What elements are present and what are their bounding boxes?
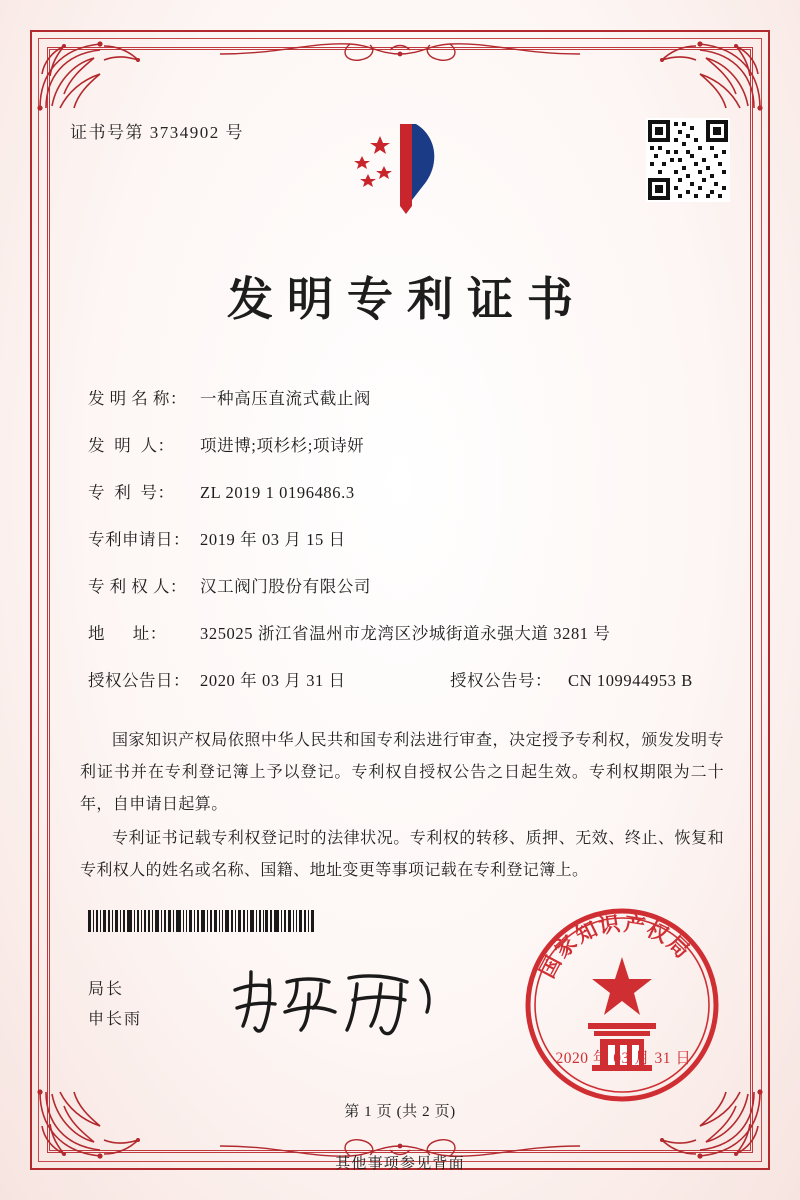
cnipa-emblem-icon bbox=[340, 110, 460, 220]
field-label: 发 明 人： bbox=[88, 436, 175, 455]
field-value: 325025 浙江省温州市龙湾区沙城街道永强大道 3281 号 bbox=[200, 624, 611, 643]
director-signature-icon bbox=[225, 960, 440, 1040]
field-row-application-date bbox=[70, 526, 730, 550]
field-value: 2020 年 03 月 31 日 bbox=[200, 671, 346, 690]
field-row-invention-name bbox=[70, 385, 730, 409]
field-row-grant-announcement bbox=[70, 667, 730, 691]
national-ip-administration-seal-icon bbox=[522, 905, 722, 1105]
legal-text bbox=[70, 725, 730, 887]
field-value-secondary: CN 109944953 B bbox=[568, 671, 693, 690]
svg-text:家: 家 bbox=[549, 930, 582, 963]
field-row-address bbox=[70, 620, 730, 644]
field-label: 专利申请日： bbox=[88, 530, 190, 549]
page-number: 第 1 页 (共 2 页) bbox=[344, 1104, 456, 1120]
footer-note: 其他事项参见背面 bbox=[335, 1156, 465, 1172]
director-name: 申长雨 bbox=[88, 1010, 143, 1028]
legal-paragraph: 专利证书记载专利权登记时的法律状况。专利权的转移、质押、无效、终止、恢复和专利权人的姓名或名称、国籍、地址变更等事项记载在专利登记簿上。 bbox=[80, 830, 724, 879]
certificate-content bbox=[70, 90, 730, 889]
patent-fields bbox=[70, 385, 730, 691]
director-title: 局长 bbox=[88, 981, 125, 998]
svg-text:产: 产 bbox=[622, 910, 648, 939]
field-label: 地 址： bbox=[88, 624, 167, 643]
field-row-patentee bbox=[70, 573, 730, 597]
page-title: 发明专利证书 bbox=[227, 272, 587, 326]
field-row-inventors bbox=[70, 432, 730, 456]
barcode bbox=[88, 910, 316, 932]
svg-text:识: 识 bbox=[596, 910, 622, 939]
svg-text:知: 知 bbox=[571, 915, 602, 948]
certificate-number: 证书号第 3734902 号 bbox=[70, 123, 244, 142]
field-label: 授权公告日： bbox=[88, 671, 190, 690]
field-value: 一种高压直流式截止阀 bbox=[200, 389, 371, 408]
field-label: 专 利 权 人： bbox=[88, 577, 187, 596]
field-label: 专 利 号： bbox=[88, 483, 175, 502]
field-value: 项进博;项杉杉;项诗妍 bbox=[200, 436, 365, 455]
field-value: ZL 2019 1 0196486.3 bbox=[200, 483, 355, 502]
field-label-secondary: 授权公告号： bbox=[450, 671, 552, 690]
field-row-patent-number bbox=[70, 479, 730, 503]
field-label: 发 明 名 称： bbox=[88, 389, 187, 408]
qr-code-icon bbox=[646, 118, 730, 202]
field-value: 2019 年 03 月 15 日 bbox=[200, 530, 346, 549]
edge-flourish-icon bbox=[220, 36, 580, 72]
svg-text:局: 局 bbox=[662, 930, 695, 963]
svg-text:国: 国 bbox=[534, 951, 567, 982]
field-value: 汉工阀门股份有限公司 bbox=[200, 577, 371, 596]
svg-text:权: 权 bbox=[642, 915, 673, 948]
seal-date: 2020 年 03 月 31 日 bbox=[555, 1050, 692, 1067]
legal-paragraph: 国家知识产权局依照中华人民共和国专利法进行审查，决定授予专利权，颁发发明专利证书并在专利登记簿上予以登记。专利权自授权公告之日起生效。专利权期限为二十年，自申请日起算。 bbox=[80, 732, 724, 813]
signature-block bbox=[88, 975, 142, 1034]
